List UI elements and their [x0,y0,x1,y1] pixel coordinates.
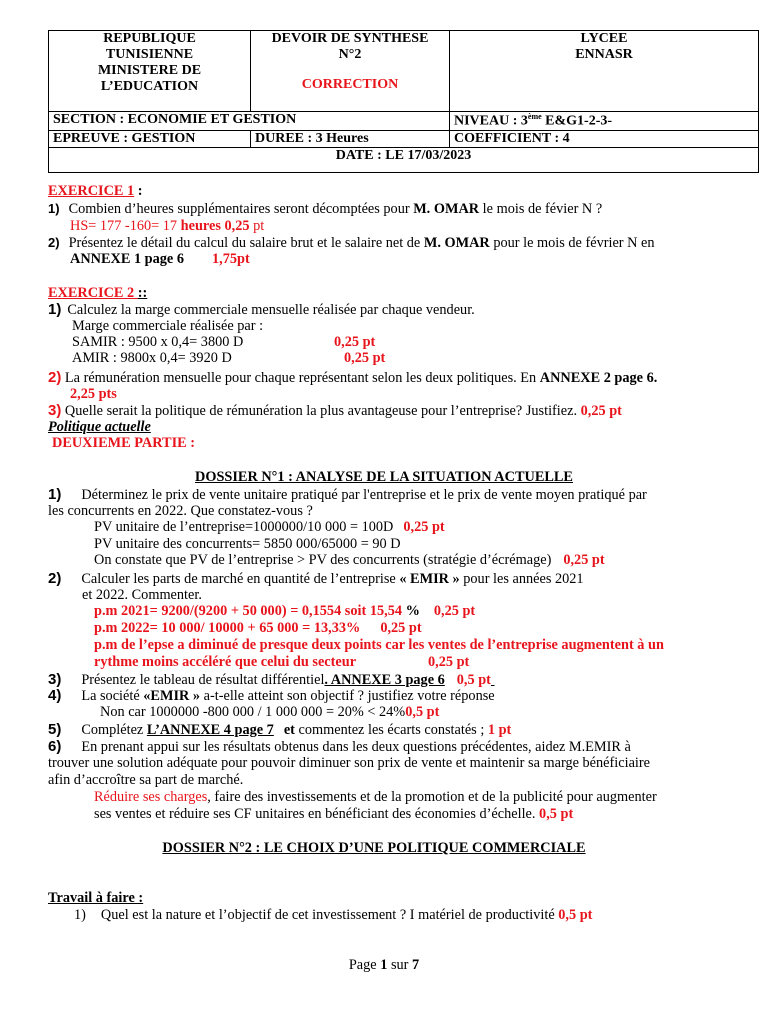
question-text: pour le mois de février N en [489,235,655,251]
date-cell [49,147,759,172]
question-text: Complétez [81,722,147,738]
answer-points: 0,25 pt [380,620,422,636]
page-total: 7 [412,957,420,973]
company-name: « EMIR » [399,571,460,587]
d1-answer-2a [94,603,475,619]
question-text: En prenant appui sur les résultats obtenus dans les deux questions précédentes, aidez M.EMIR à [81,739,631,755]
duree-cell [251,130,450,147]
d1-answer-6a [94,789,657,805]
employee-name: M. OMAR [423,235,490,251]
annexe-ref: . ANNEXE 3 page 6 [324,672,445,688]
travail-a-faire: Travail à faire : [48,890,144,906]
d1-question-2 [48,570,584,587]
epreuve-text: EPREUVE : GESTION [53,130,196,146]
answer-text: On constate que PV de l’entreprise > PV des concurrents (stratégie d’écrémage) [94,552,552,568]
annexe-ref: ANNEXE 1 page 6 [70,251,184,267]
answer-text: Non car 1000000 -800 000 / 1 000 000 = 20% < 24% [100,704,406,720]
company-name: «EMIR » [143,688,201,704]
d1-answer-2d [94,654,356,670]
question-text: Quel est la nature et l’objectif de cet investissement ? I matériel de productivité [100,907,559,923]
question-number: 5) [48,721,62,738]
exam-title: DEVOIR DE SYNTHESE [271,31,429,46]
question-number: 1) [48,486,62,503]
niveau-groups: E&G1-2-3- [541,113,613,129]
d1-question-4 [48,687,495,704]
answer-points: 0,5 pt [539,806,574,822]
d1-answer-1c [94,552,605,568]
d1-answer-4 [100,704,439,720]
answer-points: 0,5 pt [456,672,491,688]
points-unit: pt [249,218,265,234]
dossier-2-title: DOSSIER N°2 : LE CHOIX D’UNE POLITIQUE COMMERCIALE [162,840,586,856]
answer-points: 0,25 pt [428,654,470,670]
answer-points: 0,25 pt [580,403,622,419]
answer-text: PV unitaire de l’entreprise=1000000/10 000 = 100D [94,519,394,535]
answer-text: HS= 177 -160= 17 [70,218,181,234]
question-number: 6) [48,738,62,755]
epreuve-cell [49,130,251,147]
answer-points: heures 0,25 [180,218,250,234]
question-text: La société [81,688,144,704]
question-text: La rémunération mensuelle pour chaque représentant selon les deux politiques. En [61,370,540,386]
question-text: afin d’accroître sa part de marché. [48,772,244,788]
coefficient-text: COEFFICIENT : 4 [454,130,570,146]
exercice-2-colon: :: [137,285,148,301]
header-left-line: L’EDUCATION [100,78,199,94]
header-left-cell [49,31,251,112]
answer-text: SAMIR : 9500 x 0,4= 3800 D [72,334,244,350]
ex2-answer-line: Marge commerciale réalisée par : [72,318,264,334]
question-text: Quelle serait la politique de rémunération la plus avantageuse pour l’entreprise? Justifiez. [61,403,581,419]
duree-text: DUREE : 3 Heures [255,130,369,146]
question-number: 4) [48,687,62,704]
d2-question-1 [74,907,592,923]
question-text: trouver une solution adéquate pour pouvoir diminuer son prix de vente et maintenir sa marge bénéficiaire [48,755,650,771]
question-number: 2) [48,235,60,250]
school-line: ENNASR [575,46,633,62]
question-text: a-t-elle atteint son objectif ? justifiez votre réponse [200,688,495,704]
answer-points: 2,25 pts [70,386,117,402]
ex2-question-2 [48,369,657,386]
d1-question-6 [48,738,631,755]
ex2-question-1 [48,301,475,318]
d1-answer-2b [94,620,422,636]
dossier-1-title: DOSSIER N°1 : ANALYSE DE LA SITUATION ACTUELLE [195,469,573,485]
d1-answer-6b [94,806,573,822]
question-number: 2) [48,570,62,587]
answer-points: 0,25 pt [334,334,376,350]
page-number: 1 [380,957,388,973]
question-text: et [283,722,295,738]
exam-number: N°2 [338,46,362,62]
correction-label: CORRECTION [301,76,399,92]
school-line: LYCEE [580,31,628,46]
question-text: et 2022. Commenter. [82,587,202,603]
d1-question-5 [48,721,511,738]
question-text: Présentez le tableau de résultat différentiel [81,672,325,688]
page-footer [0,957,768,973]
ex1-question-1 [48,201,602,217]
ex2-question-3 [48,402,622,419]
d1-answer-1a [94,519,445,535]
question-text: Calculer les parts de marché en quantité de l’entreprise [81,571,400,587]
question-text: Présentez le détail du calcul du salaire brut et le salaire net de [68,235,424,251]
answer-points: 0,5 pt [405,704,440,720]
niveau-text: NIVEAU : 3 [454,113,528,129]
answer-points: 0,25 pt [403,519,445,535]
annexe-ref: ANNEXE 2 page 6. [539,370,658,386]
question-text: les concurrents en 2022. Que constatez-vous ? [48,503,313,519]
answer-text: rythme moins accéléré que celui du secteur [94,654,357,670]
question-text: le mois de févier N ? [479,201,603,217]
header-right-cell [450,31,759,112]
exercice-2-title: EXERCICE 2 [48,285,138,301]
header-left-line: TUNISIENNE [105,46,194,62]
answer-points: 0,25 pt [563,552,605,568]
question-number: 3) [48,671,62,688]
d1-question-1 [48,486,647,503]
page-label: Page [348,957,381,973]
page-of: sur [387,957,412,973]
answer-text: ses ventes et réduire ses CF unitaires en bénéficiant des économies d’échelle. [94,806,540,822]
d1-answer-2c: p.m de l’epse a diminué de presque deux points car les ventes de l’entreprise augmentent à un [94,637,664,653]
exercice-1-heading [48,183,143,199]
answer-points: 0,25 pt [344,350,386,366]
answer-points: 1,75pt [211,251,250,267]
question-text: Calculez la marge commerciale mensuelle réalisée par chaque vendeur. [67,302,475,318]
coefficient-cell [450,130,759,147]
question-number: 1) [74,907,86,923]
answer-text: AMIR : 9800x 0,4= 3920 D [72,350,232,366]
ex2-answer-samir [72,334,243,350]
niveau-sup: ème [527,112,542,121]
question-text: pour les années 2021 [459,571,584,587]
question-number: 3) [48,402,62,419]
question-text: Combien d’heures supplémentaires seront décomptées pour [68,201,414,217]
answer-text: , faire des investissements et de la promotion et de la publicité pour augmenter [207,789,657,805]
ex2-answer-amir [72,350,232,366]
ex2-answer-3: Politique actuelle [48,419,151,435]
annexe-ref: L’ANNEXE 4 page 7 [146,722,274,738]
section-cell [49,112,450,131]
header-mid-cell [251,31,450,112]
exercice-1-colon: : [134,183,143,199]
date-text: DATE : LE 17/03/2023 [335,147,472,163]
d1-answer-1b: PV unitaire des concurrents= 5850 000/65000 = 90 D [94,536,401,552]
employee-name: M. OMAR [413,201,480,217]
part-2-title: DEUXIEME PARTIE : [52,435,196,451]
ex1-question-2 [48,235,655,251]
answer-text: p.m 2021= 9200/(9200 + 50 000) = 0,1554 soit 15,54 [94,603,406,619]
ex1-question-2-annexe [70,251,250,267]
answer-points: 0,5 pt [558,907,593,923]
exercice-1-title: EXERCICE 1 [48,183,135,199]
question-text: commentez les écarts constatés ; [294,722,488,738]
answer-text: p.m 2022= 10 000/ 10000 + 65 000 = 13,33% [94,620,361,636]
section-text: SECTION : ECONOMIE ET GESTION [53,112,297,127]
header-left-line: REPUBLIQUE [103,31,196,46]
question-text: Déterminez le prix de vente unitaire pratiqué par l'entreprise et le prix de vente moyen pratiqué par [81,487,647,503]
percent-sign: % [405,603,420,619]
question-number: 1) [48,301,62,318]
question-number: 1) [48,201,60,216]
ex1-answer-1 [70,218,264,234]
answer-highlight: Réduire ses charges [94,789,208,805]
question-number: 2) [48,369,62,386]
exercice-2-heading [48,285,147,301]
header-table [48,30,759,173]
d1-question-3 [48,671,501,688]
header-left-line: MINISTERE DE [97,62,202,78]
niveau-cell [450,112,759,131]
answer-points: 0,25 pt [433,603,476,619]
answer-points: 1 pt [487,722,512,738]
